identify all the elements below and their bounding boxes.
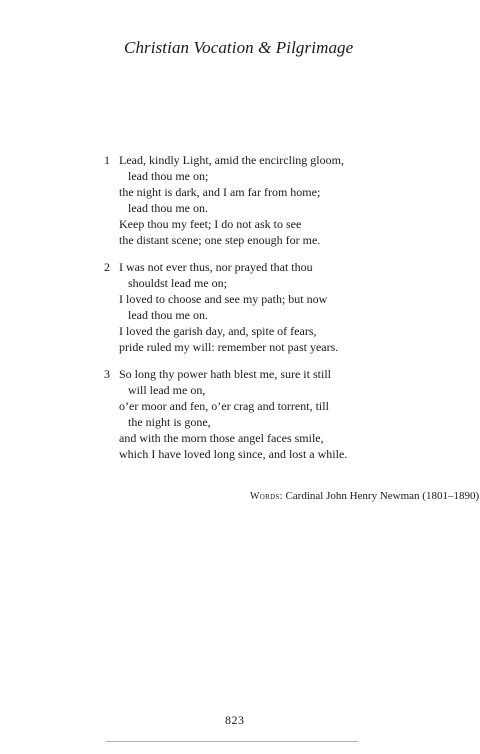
attribution-label: Words: bbox=[250, 491, 283, 502]
verse-line: o’er moor and fen, o’er crag and torrent, till bbox=[119, 399, 329, 413]
hymn-text bbox=[104, 152, 404, 473]
verse-2 bbox=[104, 259, 404, 355]
verse-line: So long thy power hath blest me, sure it still bbox=[119, 367, 331, 381]
verse-line: lead thou me on. bbox=[128, 308, 208, 322]
verse-line: I was not ever thus, nor prayed that thou bbox=[119, 260, 313, 274]
verse-line: shouldst lead me on; bbox=[128, 276, 227, 290]
attribution bbox=[250, 490, 479, 502]
page-title: Christian Vocation & Pilgrimage bbox=[124, 38, 354, 57]
verse-line: lead thou me on; bbox=[128, 169, 209, 183]
verse-line: the night is dark, and I am far from home; bbox=[119, 185, 321, 199]
verse-line: will lead me on, bbox=[128, 383, 206, 397]
verse-line: lead thou me on. bbox=[128, 201, 208, 215]
verse-1 bbox=[104, 152, 404, 248]
verse-number: 1 bbox=[104, 153, 110, 167]
page-number: 823 bbox=[225, 713, 245, 727]
verse-line: and with the morn those angel faces smile, bbox=[119, 431, 324, 445]
verse-3 bbox=[104, 366, 404, 462]
verse-line: Keep thou my feet; I do not ask to see bbox=[119, 217, 302, 231]
verse-line: which I have loved long since, and lost a while. bbox=[119, 447, 348, 461]
verse-line: Lead, kindly Light, amid the encircling gloom, bbox=[119, 153, 344, 167]
verse-line: I loved the garish day, and, spite of fears, bbox=[119, 324, 317, 338]
verse-number: 3 bbox=[104, 367, 110, 381]
verse-line: I loved to choose and see my path; but now bbox=[119, 292, 328, 306]
bottom-rule bbox=[106, 741, 358, 742]
verse-line: pride ruled my will: remember not past years. bbox=[119, 340, 339, 354]
verse-line: the distant scene; one step enough for me. bbox=[119, 233, 321, 247]
attribution-text: Cardinal John Henry Newman (1801–1890) bbox=[285, 490, 480, 502]
verse-line: the night is gone, bbox=[128, 415, 211, 429]
verse-number: 2 bbox=[104, 260, 110, 274]
